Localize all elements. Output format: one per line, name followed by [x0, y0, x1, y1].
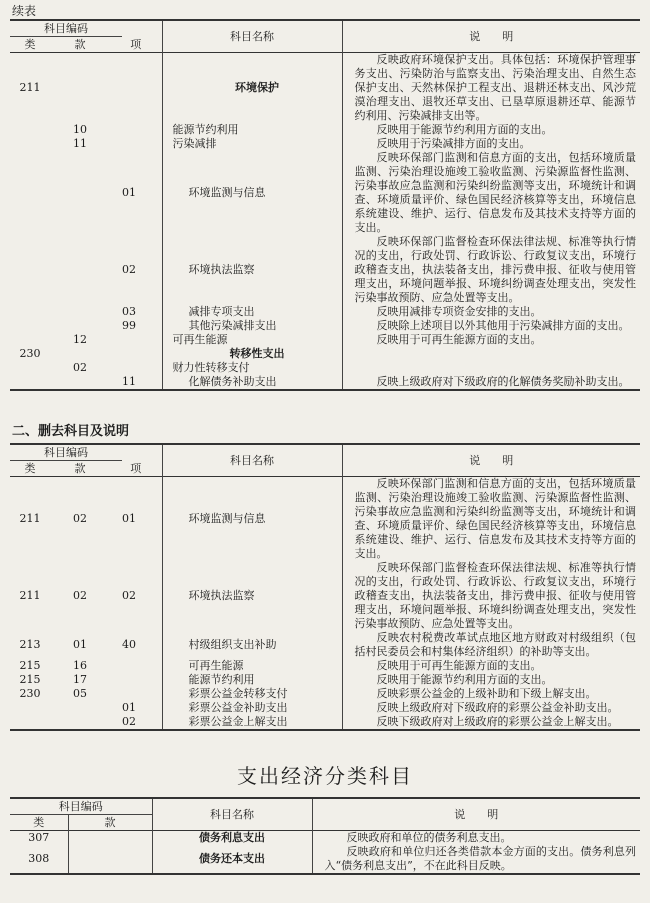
kuan-code: [50, 347, 110, 361]
xiang-code: 99: [122, 319, 137, 332]
table-row: [10, 701, 640, 715]
kuan-code: 02: [73, 361, 87, 374]
kuan-code: 17: [73, 673, 87, 686]
kuan-code: [50, 53, 110, 124]
subject-name: 可再生能源: [162, 659, 342, 673]
subject-description: 反映除上述项目以外其他用于污染减排方面的支出。: [342, 319, 640, 333]
subject-name: 债务还本支出: [152, 845, 312, 874]
table-row: [10, 477, 640, 562]
table-row: [10, 673, 640, 687]
header-lei: 类: [24, 37, 36, 51]
xiang-code: 02: [122, 715, 137, 728]
subject-name: 化解债务补助支出: [162, 375, 342, 390]
lei-code: 230: [19, 347, 41, 360]
kuan-code: [50, 375, 110, 390]
table-row: [10, 333, 640, 347]
table-row: [10, 631, 640, 659]
xiang-code: 01: [122, 701, 137, 714]
subject-name: 污染减排: [162, 137, 342, 151]
subject-description: 反映用于能源节约利用方面的支出。: [342, 123, 640, 137]
kuan-code: 10: [73, 123, 87, 136]
lei-code: [10, 333, 50, 347]
lei-code: 307: [28, 831, 50, 844]
lei-code: 215: [19, 673, 41, 686]
header-lei: 类: [24, 461, 36, 475]
kuan-code: [50, 319, 110, 333]
header-lei: 类: [33, 815, 45, 829]
spacer: [110, 673, 122, 687]
lei-code: 211: [19, 589, 41, 602]
header-code: 科目编码: [10, 798, 152, 815]
table-row: [10, 347, 640, 361]
xiang-code: [122, 361, 162, 375]
subject-description: 反映彩票公益金的上级补助和下级上解支出。: [342, 687, 640, 701]
kuan-code: 02: [73, 589, 87, 602]
spacer: [110, 561, 122, 631]
lei-code: 215: [19, 659, 41, 672]
lei-code: [10, 235, 50, 305]
xiang-code: 02: [122, 589, 137, 602]
spacer: [110, 687, 122, 701]
header-name: 科目名称: [152, 798, 312, 831]
kuan-code: [50, 305, 110, 319]
table-row: [10, 151, 640, 235]
subject-name: 能源节约利用: [162, 673, 342, 687]
subject-name: 能源节约利用: [162, 123, 342, 137]
subject-description: [342, 347, 640, 361]
xiang-code: 03: [122, 305, 137, 318]
kuan-code: 05: [73, 687, 87, 700]
subject-name: 村级组织支出补助: [162, 631, 342, 659]
table-row: [10, 305, 640, 319]
header-xiang: 项: [130, 37, 142, 51]
spacer: [110, 659, 122, 673]
table-row: [10, 561, 640, 631]
subject-name: 转移性支出: [162, 347, 342, 361]
lei-code: [10, 151, 50, 235]
xiang-code: [122, 137, 162, 151]
table-row: [10, 715, 640, 730]
subject-description: [342, 361, 640, 375]
subject-name: 其他污染减排支出: [162, 319, 342, 333]
table-row: [10, 375, 640, 390]
header-kuan: 款: [68, 815, 152, 831]
subject-description: 反映用于污染减排方面的支出。: [342, 137, 640, 151]
subject-description: 反映政府环境保护支出。具体包括：环境保护管理事务支出、污染防治与监察支出、污染治理支出、自然生态保护支出、天然林保护工程支出、退耕还林支出、风沙荒漠治理支出、退牧还草支出、已垦草原退耕还草、能源节约利用、污染减排支出等。: [342, 53, 640, 124]
spacer: [110, 375, 122, 390]
header-desc: 说 明: [342, 444, 640, 477]
lei-code: 308: [28, 852, 50, 865]
table-row: [10, 137, 640, 151]
spacer: [110, 319, 122, 333]
subject-table-continued: [10, 19, 640, 391]
lei-code: 211: [19, 81, 41, 94]
lei-code: [10, 123, 50, 137]
xiang-code: 02: [122, 263, 137, 276]
table-row: [10, 123, 640, 137]
subject-description: 反映环保部门监督检查环保法律法规、标准等执行情况的支出，行政处罚、行政诉讼、行政复议支出，环境行政稽查支出，执法装备支出，排污费申报、征收与使用管理支出，环境问题举报、环境纠纷调查处理支出，突发性污染事故预防、应急处置等支出。: [342, 561, 640, 631]
xiang-code: [122, 333, 162, 347]
subject-description: 反映上级政府对下级政府的彩票公益金补助支出。: [342, 701, 640, 715]
xiang-code: [122, 53, 162, 124]
spacer: [110, 151, 122, 235]
kuan-code: 12: [73, 333, 87, 346]
kuan-code: 02: [73, 512, 87, 525]
xiang-code: 11: [122, 375, 137, 388]
lei-code: [10, 137, 50, 151]
table-row: [10, 831, 640, 846]
spacer: [110, 333, 122, 347]
spacer: [110, 631, 122, 659]
subject-name: 环境保护: [162, 53, 342, 124]
table-row: [10, 687, 640, 701]
subject-name: 环境监测与信息: [162, 151, 342, 235]
subject-name: 债务利息支出: [152, 831, 312, 846]
economic-subject-table: [10, 797, 640, 875]
subject-description: 反映政府和单位归还各类借款本金方面的支出。债务利息列入“债务利息支出”，不在此科目反映。: [312, 845, 640, 874]
kuan-code: 16: [73, 659, 87, 672]
spacer: [110, 361, 122, 375]
spacer: [110, 305, 122, 319]
subject-name: 可再生能源: [162, 333, 342, 347]
subject-description: 反映上级政府对下级政府的化解债务奖励补助支出。: [342, 375, 640, 390]
subject-name: 财力性转移支付: [162, 361, 342, 375]
xiang-code: 01: [122, 186, 137, 199]
lei-code: [10, 701, 50, 715]
table-row: [10, 845, 640, 874]
subject-name: 彩票公益金转移支付: [162, 687, 342, 701]
table-row: [10, 361, 640, 375]
spacer: [110, 477, 122, 562]
header-name: 科目名称: [162, 20, 342, 53]
subject-name: 彩票公益金补助支出: [162, 701, 342, 715]
kuan-code: [50, 235, 110, 305]
subject-description: 反映环保部门监督检查环保法律法规、标准等执行情况的支出，行政处罚、行政诉讼、行政复议支出，环境行政稽查支出，执法装备支出，排污费申报、征收与使用管理支出，环境问题举报、环境纠纷调查处理支出，突发性污染事故预防、应急处置等支出。: [342, 235, 640, 305]
spacer: [110, 137, 122, 151]
subject-description: 反映环保部门监测和信息方面的支出，包括环境质量监测、污染治理设施竣工验收监测、污染源监督性监测、污染事故应急监测和污染纠纷监测等支出，环境统计和调查、环境质量评价、绿色国民经济核算等支出，环境信息系统建设、维护、运行、信息发布及其技术支持等方面的支出。: [342, 477, 640, 562]
xiang-code: 01: [122, 512, 137, 525]
economic-classification-title: 支出经济分类科目: [237, 764, 413, 788]
lei-code: [10, 375, 50, 390]
subject-description: 反映用于可再生能源方面的支出。: [342, 659, 640, 673]
xiang-code: 40: [122, 638, 137, 651]
kuan-code: 11: [73, 137, 87, 150]
kuan-code: [50, 715, 110, 730]
lei-code: [10, 361, 50, 375]
header-desc: 说 明: [312, 798, 640, 831]
subject-name: 彩票公益金上解支出: [162, 715, 342, 730]
spacer: [110, 123, 122, 137]
subject-description: 反映下级政府对上级政府的彩票公益金上解支出。: [342, 715, 640, 730]
lei-code: [10, 715, 50, 730]
header-kuan: 款: [74, 37, 86, 51]
subject-description: 反映用减排专项资金安排的支出。: [342, 305, 640, 319]
xiang-code: [122, 123, 162, 137]
header-desc: 说 明: [342, 20, 640, 53]
table-header-row: [10, 444, 640, 461]
spacer: [110, 53, 122, 124]
table-row: [10, 659, 640, 673]
subject-description: 反映政府和单位的债务利息支出。: [312, 831, 640, 846]
continued-label: 续表: [12, 4, 37, 18]
kuan-code: [68, 845, 152, 874]
table-row: [10, 235, 640, 305]
table-header-row: [10, 798, 640, 815]
table-row: [10, 319, 640, 333]
subject-name: 环境执法监察: [162, 235, 342, 305]
xiang-code: [122, 347, 162, 361]
subject-name: 环境监测与信息: [162, 477, 342, 562]
kuan-code: [50, 151, 110, 235]
header-code: 科目编码: [10, 444, 122, 461]
table-row: [10, 53, 640, 124]
spacer: [110, 347, 122, 361]
spacer: [110, 701, 122, 715]
subject-description: 反映用于能源节约利用方面的支出。: [342, 673, 640, 687]
subject-description: 反映农村税费改革试点地区地方财政对村级组织（包括村民委员会和村集体经济组织）的补助等支出。: [342, 631, 640, 659]
header-xiang: 项: [130, 461, 142, 475]
kuan-code: [68, 831, 152, 846]
lei-code: 211: [19, 512, 41, 525]
header-code: 科目编码: [10, 20, 122, 37]
subject-name: 环境执法监察: [162, 561, 342, 631]
header-kuan: 款: [74, 461, 86, 475]
lei-code: 213: [19, 638, 41, 651]
xiang-code: [122, 687, 162, 701]
subject-description: 反映环保部门监测和信息方面的支出，包括环境质量监测、污染治理设施竣工验收监测、污染源监督性监测、污染事故应急监测和污染纠纷监测等支出，环境统计和调查、环境质量评价、绿色国民经济核算等支出，环境信息系统建设、维护、运行、信息发布及其技术支持等方面的支出。: [342, 151, 640, 235]
lei-code: [10, 305, 50, 319]
section-title: 二、删去科目及说明: [12, 424, 130, 439]
kuan-code: [50, 701, 110, 715]
subject-name: 减排专项支出: [162, 305, 342, 319]
lei-code: [10, 319, 50, 333]
xiang-code: [122, 673, 162, 687]
spacer: [110, 715, 122, 730]
lei-code: 230: [19, 687, 41, 700]
spacer: [110, 235, 122, 305]
deleted-subject-table: [10, 443, 640, 731]
kuan-code: 01: [73, 638, 87, 651]
subject-description: 反映用于可再生能源方面的支出。: [342, 333, 640, 347]
xiang-code: [122, 659, 162, 673]
header-name: 科目名称: [162, 444, 342, 477]
table-header-row: [10, 20, 640, 37]
